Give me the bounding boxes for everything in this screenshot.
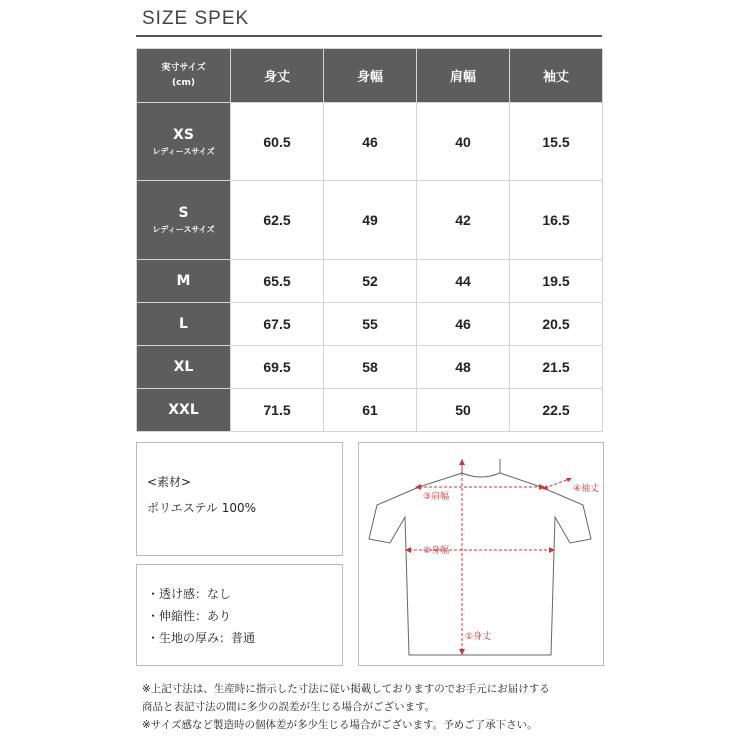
feature-sheerness: ・透け感：なし xyxy=(147,587,232,601)
shirt-body-outline xyxy=(369,473,591,655)
material-value: ポリエステル 100% xyxy=(147,501,257,515)
sleeve-arrow-right xyxy=(566,478,572,482)
row-size-cell xyxy=(137,345,231,388)
column-header: 袖丈 xyxy=(510,49,603,103)
sleeve-measure-line xyxy=(545,479,569,488)
material-heading: <素材> xyxy=(147,475,192,489)
table-row xyxy=(137,259,603,302)
table-header-row xyxy=(137,49,603,103)
note-line-3: ※サイズ感など製造時の個体差が多少生じる場合がございます。予めご了承下さい。 xyxy=(142,719,538,731)
table-cell: 44 xyxy=(417,259,510,302)
table-cell: 60.5 xyxy=(231,103,324,181)
column-header: 身丈 xyxy=(231,49,324,103)
table-cell: 20.5 xyxy=(510,302,603,345)
size-label: XL xyxy=(173,358,194,375)
column-header: 身幅 xyxy=(324,49,417,103)
table-cell: 52 xyxy=(324,259,417,302)
table-row xyxy=(137,181,603,259)
table-cell: 40 xyxy=(417,103,510,181)
table-cell: 69.5 xyxy=(231,345,324,388)
table-row xyxy=(137,345,603,388)
table-cell: 61 xyxy=(324,388,417,431)
size-label: M xyxy=(176,272,191,289)
corner-label: 実寸サイズ xyxy=(161,62,206,73)
row-size-cell xyxy=(137,103,231,181)
table-cell: 49 xyxy=(324,181,417,259)
length-arrow-bottom xyxy=(459,649,465,655)
label-sleeve-length: ④袖丈 xyxy=(573,484,600,494)
size-label: S xyxy=(178,205,189,222)
length-arrow-top xyxy=(459,459,465,465)
table-corner-header xyxy=(137,49,231,103)
row-size-cell xyxy=(137,388,231,431)
label-body-width: ②身幅 xyxy=(423,546,450,556)
table-cell: 50 xyxy=(417,388,510,431)
table-cell: 21.5 xyxy=(510,345,603,388)
feature-stretch: ・伸縮性：あり xyxy=(147,609,232,623)
table-cell: 71.5 xyxy=(231,388,324,431)
table-cell: 15.5 xyxy=(510,103,603,181)
note-line-2: 商品と表記寸法の間に多少の誤差が生じる場合がございます。 xyxy=(142,701,436,713)
table-cell: 46 xyxy=(417,302,510,345)
table-cell: 55 xyxy=(324,302,417,345)
feature-thickness: ・生地の厚み：普通 xyxy=(147,631,256,645)
row-size-cell xyxy=(137,302,231,345)
shoulder-arrow-left xyxy=(415,484,421,490)
table-row xyxy=(137,388,603,431)
table-cell: 42 xyxy=(417,181,510,259)
table-cell: 19.5 xyxy=(510,259,603,302)
fabric-features-box xyxy=(136,564,343,666)
collar-shape xyxy=(462,459,500,477)
table-cell: 67.5 xyxy=(231,302,324,345)
table-cell: 46 xyxy=(324,103,417,181)
note-line-1: ※上記寸法は、生産時に指示した寸法に従い掲載しておりますのでお手元にお届けする xyxy=(142,683,550,695)
label-body-length: ①身丈 xyxy=(465,632,492,642)
corner-unit: (cm) xyxy=(172,77,195,88)
size-label: XS xyxy=(173,126,194,143)
size-label: XXL xyxy=(168,401,199,418)
table-row xyxy=(137,302,603,345)
table-cell: 62.5 xyxy=(231,181,324,259)
measurement-diagram xyxy=(358,442,604,666)
size-sublabel: レディースサイズ xyxy=(152,146,215,156)
row-size-cell xyxy=(137,259,231,302)
label-shoulder-width: ③肩幅 xyxy=(423,492,450,502)
row-size-cell xyxy=(137,181,231,259)
table-cell: 16.5 xyxy=(510,181,603,259)
size-table xyxy=(136,48,603,432)
page-title: SIZE SPEK xyxy=(142,8,250,29)
column-header: 肩幅 xyxy=(417,49,510,103)
size-sublabel: レディースサイズ xyxy=(152,225,215,235)
table-cell: 65.5 xyxy=(231,259,324,302)
table-row xyxy=(137,103,603,181)
size-label: L xyxy=(179,315,188,332)
table-cell: 48 xyxy=(417,345,510,388)
material-box xyxy=(136,442,343,556)
table-cell: 58 xyxy=(324,345,417,388)
title-divider xyxy=(136,35,602,37)
table-cell: 22.5 xyxy=(510,388,603,431)
